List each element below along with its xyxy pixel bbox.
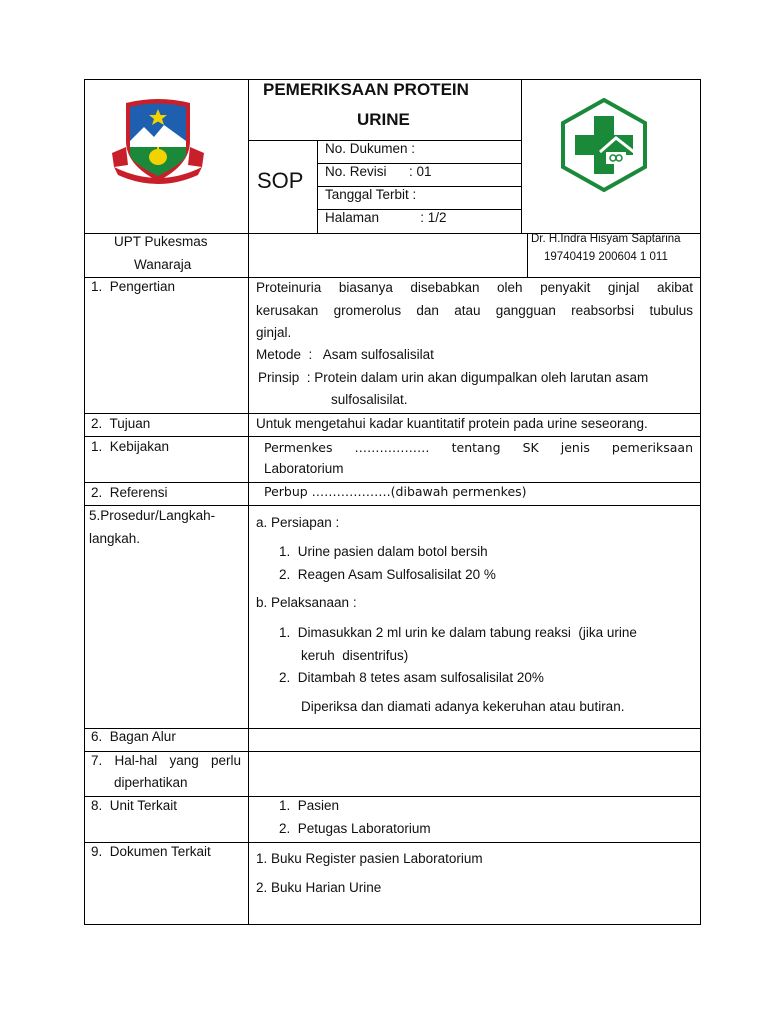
pelaksanaan-closing: Diperiksa dan diamati adanya kekeruhan atau butiran. xyxy=(301,699,625,714)
pelaksanaan-heading: b. Pelaksanaan : xyxy=(256,595,357,610)
kebijakan-line1: Permenkes ……………… tentang SK jenis pemeriksaan xyxy=(264,440,693,455)
regional-emblem-logo xyxy=(106,97,210,185)
kebijakan-label: 1. Kebijakan xyxy=(91,439,170,454)
prinsip-line2: sulfosalisilat. xyxy=(331,392,408,407)
unit-name-line2: Wanaraja xyxy=(134,257,192,272)
document-title-line2: URINE xyxy=(357,110,410,129)
halhal-label-line1: 7. Hal-hal yang perlu xyxy=(91,753,241,768)
persiapan-item-2: 2. Reagen Asam Sulfosalisilat 20 % xyxy=(279,567,496,582)
tujuan-text: Untuk mengetahui kadar kuantitatif protein pada urine seseorang. xyxy=(256,416,648,431)
referensi-label: 2. Referensi xyxy=(91,485,168,500)
issue-date-field: Tanggal Terbit : xyxy=(325,187,417,202)
pelaksanaan-item1-line1: 1. Dimasukkan 2 ml urin ke dalam tabung reaksi (jika urine xyxy=(279,625,637,640)
revision-field: No. Revisi : 01 xyxy=(325,164,432,179)
dokumen-terkait-item-2: 2. Buku Harian Urine xyxy=(256,880,382,895)
persiapan-heading: a. Persiapan : xyxy=(256,515,340,530)
referensi-text: Perbup ……………….(dibawah permenkes) xyxy=(264,484,527,499)
bagan-alur-label: 6. Bagan Alur xyxy=(91,729,176,744)
row-sep-bagan xyxy=(84,751,701,752)
table-border-bottom xyxy=(84,924,701,925)
row-sep-unit xyxy=(84,842,701,843)
prosedur-label-line1: 5.Prosedur/Langkah- xyxy=(89,508,216,523)
page-field: Halaman : 1/2 xyxy=(325,210,447,225)
unit-name-line1: UPT Pukesmas xyxy=(114,234,208,249)
unit-terkait-item-1: 1. Pasien xyxy=(279,798,340,813)
row-sep-tujuan xyxy=(84,436,701,437)
unit-terkait-label: 8. Unit Terkait xyxy=(91,798,178,813)
doc-number-field: No. Dukumen : xyxy=(325,141,416,156)
table-border-right xyxy=(700,79,701,925)
pengertian-line2: kerusakan gromerolus dan atau gangguan reabsorbsi tubulus xyxy=(256,303,693,318)
halhal-label-line2: diperhatikan xyxy=(114,775,188,790)
header-divider-left xyxy=(248,79,249,234)
dokumen-terkait-label: 9. Dokumen Terkait xyxy=(91,844,211,859)
metode-text: Metode : Asam sulfosalisilat xyxy=(256,347,434,362)
persiapan-item-1: 1. Urine pasien dalam botol bersih xyxy=(279,544,488,559)
pelaksanaan-item1-line2: keruh disentrifus) xyxy=(301,648,409,663)
body-column-divider xyxy=(248,277,249,925)
unit-row-divider-left xyxy=(248,233,249,277)
dokumen-terkait-item-1: 1. Buku Register pasien Laboratorium xyxy=(256,851,483,866)
signer-nip: 19740419 200604 1 011 xyxy=(544,251,668,263)
pengertian-label: 1. Pengertian xyxy=(91,279,176,294)
row-sep-pengertian xyxy=(84,413,701,414)
row-sep-kebijakan xyxy=(84,482,701,483)
row-sep-prosedur xyxy=(84,728,701,729)
prosedur-label-line2: langkah. xyxy=(89,531,141,546)
pelaksanaan-item-2: 2. Ditambah 8 tetes asam sulfosalisilat 20% xyxy=(279,670,544,685)
kebijakan-line2: Laboratorium xyxy=(264,461,344,476)
row-sep-halhal xyxy=(84,796,701,797)
prinsip-line1: Prinsip : Protein dalam urin akan digumpalkan oleh larutan asam xyxy=(258,370,649,385)
pengertian-line1: Proteinuria biasanya disebabkan oleh penyakit ginjal akibat xyxy=(256,280,693,295)
sop-divider xyxy=(317,140,318,234)
unit-terkait-item-2: 2. Petugas Laboratorium xyxy=(279,821,431,836)
signer-name: Dr. H.Indra Hisyam Saptarina xyxy=(531,233,681,245)
unit-row-divider-right xyxy=(527,233,528,277)
tujuan-label: 2. Tujuan xyxy=(91,416,151,431)
header-divider-right xyxy=(521,79,522,234)
table-border-left xyxy=(84,79,85,925)
row-sep-referensi xyxy=(84,505,701,506)
health-cross-logo xyxy=(560,98,648,192)
pengertian-line3: ginjal. xyxy=(256,325,292,340)
document-title-line1: PEMERIKSAAN PROTEIN xyxy=(263,80,469,99)
unit-row-bottom-line xyxy=(84,277,701,278)
sop-label: SOP xyxy=(257,168,304,193)
